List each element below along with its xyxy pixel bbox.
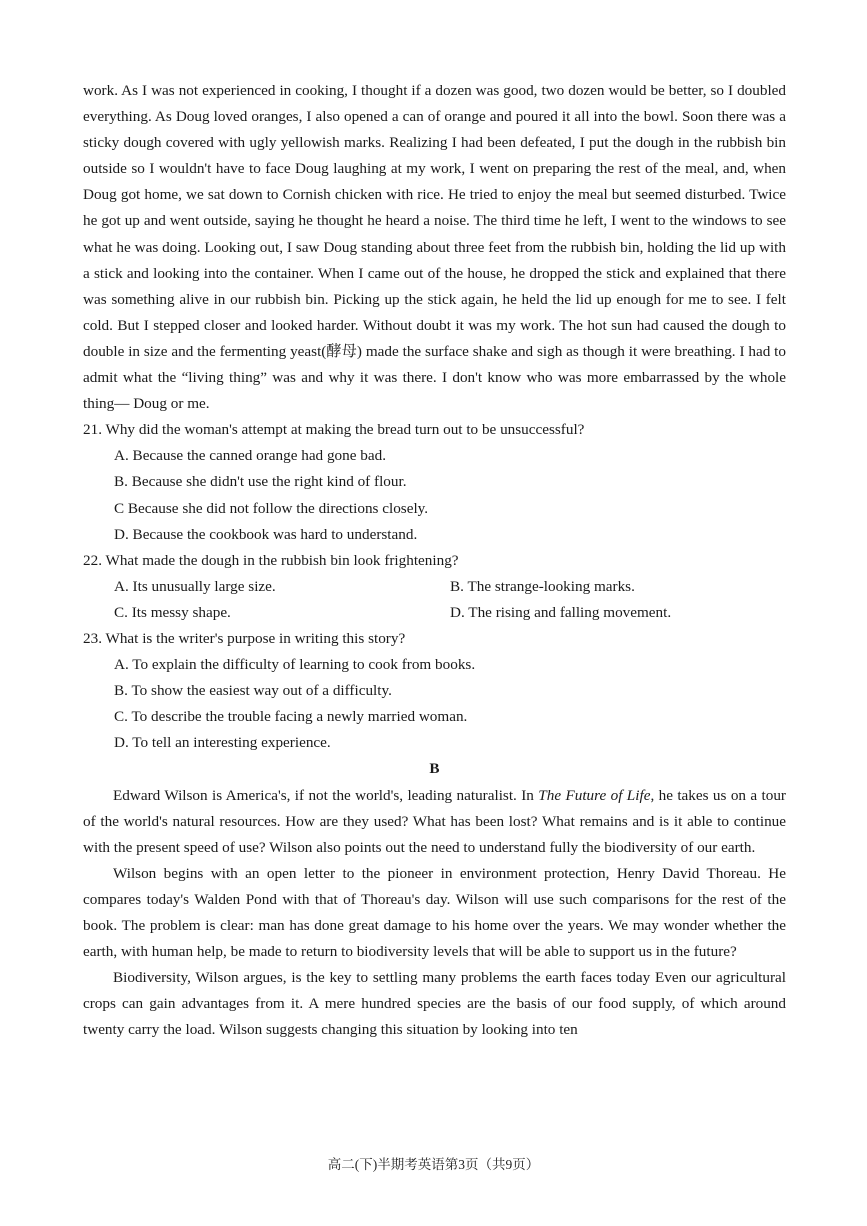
page-footer: 高二(下)半期考英语第3页（共9页）	[327, 1157, 540, 1172]
paragraph-text: , he takes us on a tour of the world's natural resources. How are they used? What has been lost? What remains and is it able to continue with the present speed of use? Wilson also points out the need to understand fully the biodiversity of our earth.	[83, 786, 786, 856]
book-title: The Future of Life	[538, 786, 651, 804]
question-22	[83, 548, 786, 626]
option-d: D. Because the cookbook was hard to understand.	[114, 525, 418, 543]
question-23	[83, 626, 786, 756]
passage-a-continued: work. As I was not experienced in cooking, I thought if a dozen was good, two dozen would be better, so I doubled everything. As Doug loved oranges, I also opened a can of orange and poured it all into the bowl. Soon there was a sticky dough covered with ugly yellowish marks. Realizing I had been defeated, I put the dough in the rubbish bin outside so I wouldn't have to face Doug laughing at my work, I went on preparing the rest of the meal, and, when Doug got home, we sat down to Cornish chicken with rice. He tried to enjoy the meal but seemed disturbed. Twice he got up and went outside, saying he thought he heard a noise. The third time he left, I went to the windows to see what he was doing. Looking out, I saw Doug standing about three feet from the rubbish bin, holding the lid up with a stick and looking into the container. When I came out of the house, he dropped the stick and explained that there was something alive in our rubbish bin. Picking up the stick again, he held the lid up enough for me to see. I felt cold. But I stepped closer and looked harder. Without doubt it was my work. The hot sun had caused the dough to double in size and the fermenting yeast(酵母) made the surface shake and sigh as though it were breathing. I had to admit what the “living thing” was and why it was there. I don't know who was more embarrassed by the whole thing— Doug or me.	[83, 82, 786, 413]
option-b: B. To show the easiest way out of a difficulty.	[114, 682, 392, 700]
question-stem: 23. What is the writer's purpose in writing this story?	[83, 629, 406, 647]
question-21	[83, 417, 786, 547]
question-stem: 21. Why did the woman's attempt at making the bread turn out to be unsuccessful?	[83, 421, 585, 439]
section-b-paragraph-1	[83, 783, 786, 861]
option-b: B. Because she didn't use the right kind of flour.	[114, 473, 407, 491]
exam-page-body	[83, 78, 786, 1043]
option-a: A. To explain the difficulty of learning to cook from books.	[114, 656, 476, 674]
option-a: A. Because the canned orange had gone bad.	[114, 447, 386, 465]
section-b-paragraph-2: Wilson begins with an open letter to the pioneer in environment protection, Henry David Thoreau. He compares today's Walden Pond with that of Thoreau's day. Wilson will use such comparisons for the rest of the book. The problem is clear: man has done great damage to his home over the years. We may wonder whether the earth, with human help, be made to return to biodiversity levels that will be able to support us in the future?	[83, 864, 786, 961]
question-stem: 22. What made the dough in the rubbish bin look frightening?	[83, 551, 459, 569]
option-a: A. Its unusually large size.	[114, 577, 276, 595]
option-c: C. Its messy shape.	[114, 603, 231, 621]
paragraph-text: Edward Wilson is America's, if not the world's, leading naturalist. In	[113, 786, 539, 804]
option-row	[114, 574, 786, 600]
option-d: D. To tell an interesting experience.	[114, 734, 331, 752]
section-b-paragraph-3: Biodiversity, Wilson argues, is the key to settling many problems the earth faces today Even our agricultural crops can gain advantages from it. A mere hundred species are the basis of our food supply, of which around twenty carry the load. Wilson suggests changing this situation by looking into ten	[83, 969, 786, 1039]
section-b-heading: B	[429, 760, 440, 778]
option-c: C. To describe the trouble facing a newly married woman.	[114, 708, 468, 726]
option-d: D. The rising and falling movement.	[450, 603, 672, 621]
option-b: B. The strange-looking marks.	[450, 577, 635, 595]
option-c: C Because she did not follow the directions closely.	[114, 499, 429, 517]
option-row	[114, 600, 786, 626]
